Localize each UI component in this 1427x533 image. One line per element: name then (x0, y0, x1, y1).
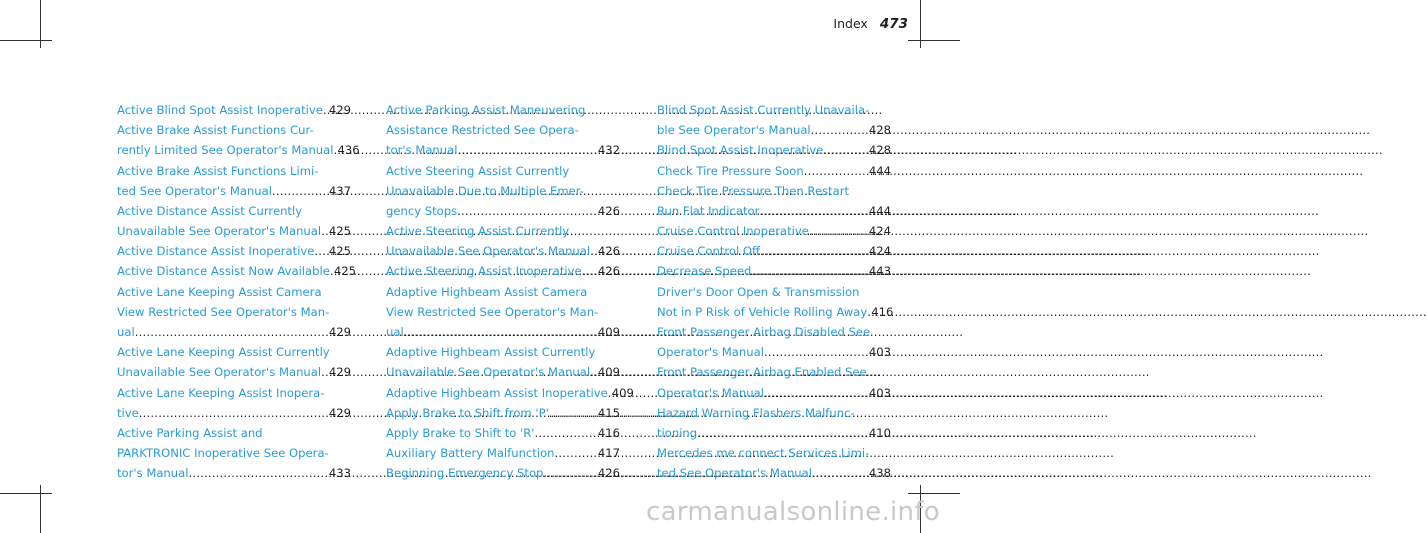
index-entry-text[interactable]: Apply Brake to Shift from 'P' (386, 405, 549, 420)
index-entry-text[interactable]: Run Flat Indicator (657, 203, 760, 218)
crop-mark (908, 493, 960, 494)
index-entry-text[interactable]: ted See Operator's Manual (657, 466, 812, 481)
index-entry-text[interactable]: tor's Manual (386, 143, 458, 158)
index-entry[interactable] (657, 282, 891, 302)
index-entry-text[interactable]: Check Tire Pressure Soon (657, 163, 804, 178)
index-entry-text[interactable]: ble See Operator's Manual (657, 123, 811, 138)
index-entry[interactable] (657, 262, 891, 282)
dot-leader (135, 322, 325, 342)
page-number: 473 (879, 16, 908, 32)
index-entry-page: 424 (868, 224, 891, 239)
index-entry-page: 436 (337, 143, 360, 158)
index-entry[interactable] (386, 362, 620, 382)
index-entry-text[interactable]: Unavailable See Operator's Manual (386, 365, 591, 380)
index-entry[interactable] (117, 201, 351, 221)
index-entry[interactable] (657, 120, 891, 140)
index-entry[interactable] (657, 463, 891, 483)
index-entry-text[interactable]: Operator's Manual (657, 385, 764, 400)
index-entry[interactable] (117, 100, 351, 120)
index-entry-text[interactable]: Active Steering Assist Currently (386, 224, 570, 239)
index-entry-page: 409 (597, 325, 620, 340)
index-entry[interactable] (386, 383, 634, 403)
index-entry-page: 425 (333, 264, 356, 279)
index-entry-page: 428 (868, 123, 891, 138)
index-entry-text[interactable]: Blind Spot Assist Inoperative (657, 143, 824, 158)
dot-leader (751, 261, 864, 281)
dot-leader (272, 181, 325, 201)
index-entry-text[interactable]: Active Steering Assist Inoperative (386, 264, 582, 279)
index-entry-text[interactable]: Auxiliary Battery Malfunction (386, 446, 555, 461)
index-entry[interactable] (386, 181, 620, 201)
index-entry-page: 444 (868, 163, 891, 178)
index-entry[interactable] (657, 161, 891, 181)
index-entry-text[interactable]: Active Brake Assist Functions Cur- (117, 123, 314, 138)
index-entry[interactable] (657, 383, 891, 403)
index-entry-text[interactable]: Unavailable See Operator's Manual (117, 224, 322, 239)
index-entry-text[interactable]: Apply Brake to Shift to 'R' (386, 425, 535, 440)
index-entry-page: 424 (868, 244, 891, 259)
index-entry[interactable] (657, 241, 891, 261)
index-entry[interactable] (117, 120, 351, 140)
index-entry[interactable] (386, 161, 620, 181)
dot-leader (760, 241, 865, 261)
index-entry[interactable] (657, 322, 891, 342)
index-entry-page: 429 (328, 325, 351, 340)
index-entry-page: 417 (597, 446, 620, 461)
index-entry-page: 426 (597, 244, 620, 259)
index-entry-text[interactable]: Active Distance Assist Now Available (117, 264, 330, 279)
index-entry-text[interactable]: tive (117, 405, 139, 420)
index-entry[interactable] (117, 302, 351, 322)
index-entry-text[interactable]: Assistance Restricted See Opera- (386, 123, 579, 138)
index-entry[interactable] (117, 463, 351, 483)
index-entry-text[interactable]: Active Blind Spot Assist Inoperative (117, 102, 323, 117)
index-entry[interactable] (117, 221, 351, 241)
index-entry-text[interactable]: Operator's Manual (657, 345, 764, 360)
dot-leader (404, 322, 594, 342)
index-entry-text[interactable]: Unavailable See Operator's Manual (117, 365, 322, 380)
index-entry-text[interactable]: Active Lane Keeping Assist Currently (117, 345, 330, 360)
section-title: Index (833, 16, 868, 31)
index-entry[interactable] (386, 443, 620, 463)
index-entry-text[interactable]: Blind Spot Assist Currently Unavaila- (657, 102, 870, 117)
index-entry-page: 426 (597, 264, 620, 279)
index-entry[interactable] (386, 282, 620, 302)
index-entry-text[interactable]: Driver's Door Open & Transmission (657, 284, 860, 299)
dot-leader (314, 241, 324, 261)
index-entry-text[interactable]: Adaptive Highbeam Assist Currently (386, 345, 596, 360)
index-entry-text[interactable]: Adaptive Highbeam Assist Camera (386, 284, 588, 299)
watermark: carmanualsonline.info (645, 497, 940, 527)
index-entry[interactable] (117, 322, 351, 342)
dot-leader (804, 161, 865, 181)
index-entry-page: 410 (868, 425, 891, 440)
index-column-1 (117, 100, 360, 484)
index-entry[interactable] (117, 282, 351, 302)
index-entry[interactable] (386, 342, 620, 362)
index-entry[interactable] (386, 302, 620, 322)
index-entry[interactable] (657, 403, 891, 423)
index-entry-text[interactable]: PARKTRONIC Inoperative See Opera- (117, 446, 329, 461)
index-entry[interactable] (117, 383, 351, 403)
index-entry-text[interactable]: Hazard Warning Flashers Malfunc- (657, 405, 855, 420)
index-entry[interactable] (386, 140, 620, 160)
index-entry-page: 415 (597, 405, 620, 420)
index-entry-text[interactable]: Active Distance Assist Inoperative (117, 244, 315, 259)
dot-leader (811, 120, 865, 140)
index-entry-page: 443 (868, 264, 891, 279)
index-entry-page: 409 (611, 385, 634, 400)
index-entry-page: 403 (868, 345, 891, 360)
index-entry-text[interactable]: tor's Manual (117, 466, 189, 481)
dot-leader (549, 403, 594, 423)
dot-leader (809, 221, 865, 241)
index-entry-page: 425 (328, 224, 351, 239)
index-entry-page: 433 (328, 466, 351, 481)
index-entry-text[interactable]: ual (386, 325, 404, 340)
index-entry-text[interactable]: Cruise Control Inoperative (657, 224, 809, 239)
index-entry-page: 403 (868, 385, 891, 400)
index-entry[interactable] (386, 423, 620, 443)
index-entry-text[interactable]: View Restricted See Operator's Man- (117, 304, 330, 319)
page-header (833, 16, 908, 32)
index-entry[interactable] (117, 181, 351, 201)
index-entry-text[interactable]: Unavailable See Operator's Manual (386, 244, 591, 259)
crop-mark (0, 40, 52, 41)
index-entry-text[interactable]: Unavailable Due to Multiple Emer- (386, 183, 584, 198)
index-entry[interactable] (657, 140, 891, 160)
dot-leader (764, 383, 865, 403)
crop-mark (908, 40, 960, 41)
dot-leader (457, 201, 594, 221)
index-entry[interactable] (657, 100, 891, 120)
index-entry-text[interactable]: Active Parking Assist and (117, 425, 263, 440)
index-entry-page: 409 (597, 365, 620, 380)
index-entry-text[interactable]: Active Distance Assist Currently (117, 203, 303, 218)
crop-mark (0, 493, 52, 494)
index-entry-page: 425 (328, 244, 351, 259)
index-entry[interactable] (386, 322, 620, 342)
index-entry[interactable] (657, 181, 891, 201)
dot-leader (812, 463, 865, 483)
index-entry[interactable] (386, 403, 620, 423)
index-entry[interactable] (386, 221, 620, 241)
dot-leader (582, 261, 594, 281)
index-entry-text[interactable]: Active Steering Assist Currently (386, 163, 570, 178)
index-entry-text[interactable]: Active Brake Assist Functions Limi- (117, 163, 319, 178)
index-entry[interactable] (386, 241, 620, 261)
index-entry[interactable] (657, 302, 894, 322)
dot-leader (139, 403, 325, 423)
index-entry-text[interactable]: Front Passenger Airbag Enabled See (657, 365, 867, 380)
dot-leader (823, 140, 865, 160)
index-entry-text[interactable]: tioning (657, 425, 698, 440)
index-entry-page: 426 (597, 466, 620, 481)
index-entry-text[interactable]: Not in P Risk of Vehicle Rolling Away (657, 304, 868, 319)
index-entry[interactable] (117, 161, 351, 181)
index-entry[interactable] (657, 443, 891, 463)
index-entry-text[interactable]: rently Limited See Operator's Manual (117, 143, 334, 158)
dot-leader (764, 342, 865, 362)
index-entry[interactable] (117, 443, 351, 463)
index-entry-page: 429 (328, 102, 351, 117)
index-entry-page: 432 (597, 143, 620, 158)
index-entry-text[interactable]: Adaptive Highbeam Assist Inoperative (386, 385, 608, 400)
index-entry-text[interactable]: Mercedes me connect Services Limi- (657, 446, 870, 461)
dot-leader (543, 463, 593, 483)
index-entry-page: 426 (597, 203, 620, 218)
index-entry[interactable] (117, 423, 351, 443)
index-entry-page: 416 (871, 304, 894, 319)
index-entry[interactable] (117, 140, 360, 160)
index-entry[interactable] (386, 463, 620, 483)
index-entry[interactable] (386, 201, 620, 221)
dot-leader (759, 201, 864, 221)
index-entry-page: 437 (328, 183, 351, 198)
index-entry-text[interactable]: Beginning Emergency Stop (386, 466, 544, 481)
index-entry[interactable] (657, 201, 891, 221)
index-entry-text[interactable]: Active Parking Assist Maneuvering (386, 102, 586, 117)
index-entry-page: 438 (868, 466, 891, 481)
index-entry-page: 428 (868, 143, 891, 158)
index-entry-text[interactable]: Active Lane Keeping Assist Camera (117, 284, 322, 299)
index-entry-text[interactable]: Cruise Control Off (657, 244, 760, 259)
index-entry-page: 444 (868, 203, 891, 218)
index-entry[interactable] (117, 262, 356, 282)
index-entry[interactable] (386, 100, 620, 120)
index-entry[interactable] (117, 362, 351, 382)
index-entry-text[interactable]: Front Passenger Airbag Disabled See (657, 325, 871, 340)
index-entry[interactable] (117, 241, 351, 261)
index-entry-text[interactable]: ted See Operator's Manual (117, 183, 272, 198)
dot-leader (697, 423, 865, 443)
index-entry-text[interactable]: Active Lane Keeping Assist Inopera- (117, 385, 325, 400)
index-entry[interactable] (117, 342, 351, 362)
index-entry-page: 429 (328, 405, 351, 420)
index-entry[interactable] (117, 403, 351, 423)
index-entry-text[interactable]: View Restricted See Operator's Man- (386, 304, 599, 319)
index-entry[interactable] (386, 120, 620, 140)
index-entry-text[interactable]: Decrease Speed (657, 264, 752, 279)
index-entry[interactable] (386, 262, 620, 282)
index-entry[interactable] (657, 362, 891, 382)
dot-leader (534, 423, 593, 443)
index-entry[interactable] (657, 423, 891, 443)
index-entry[interactable] (657, 221, 891, 241)
dot-leader (555, 443, 594, 463)
index-column-2 (386, 100, 634, 484)
index-column-3 (657, 100, 894, 484)
index-entry-text[interactable]: ual (117, 325, 135, 340)
dot-leader (457, 140, 593, 160)
index-entry-text[interactable]: gency Stops (386, 203, 458, 218)
dot-leader (188, 463, 324, 483)
index-entry-page: 429 (328, 365, 351, 380)
index-entry-text[interactable]: Check Tire Pressure Then Restart (657, 183, 850, 198)
index-entry[interactable] (657, 342, 891, 362)
index-entry-page: 416 (597, 425, 620, 440)
